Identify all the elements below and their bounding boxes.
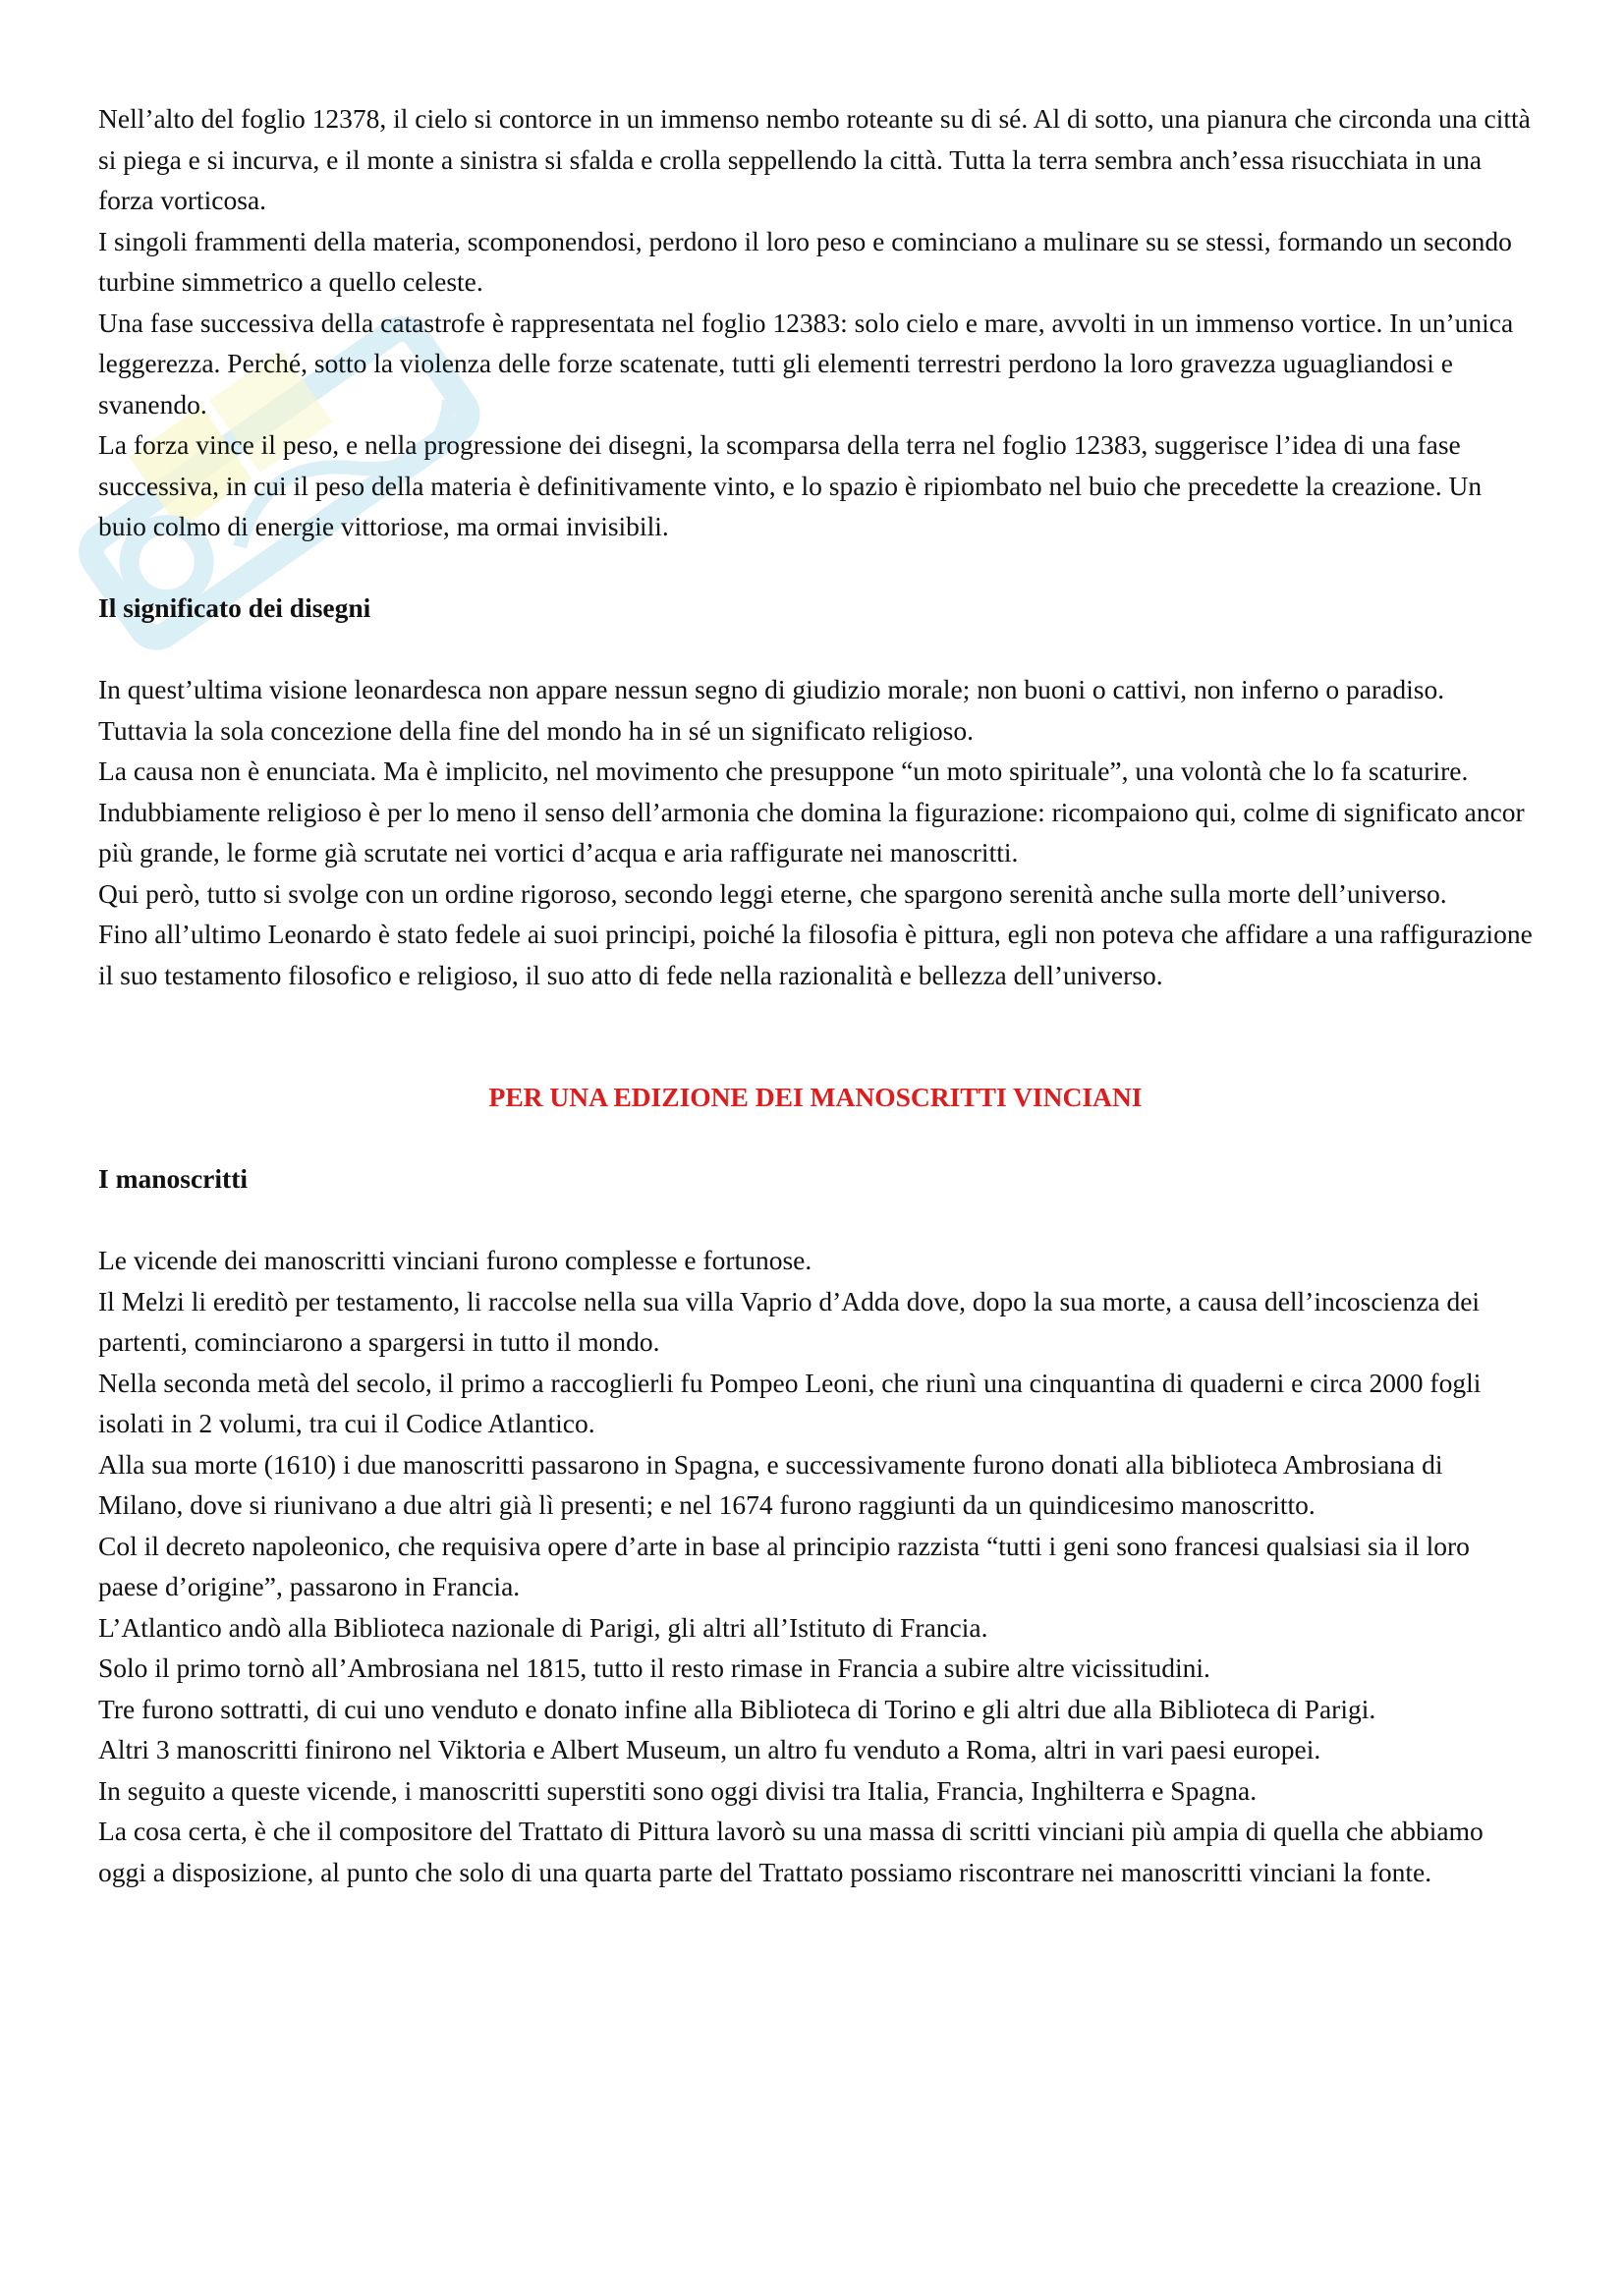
paragraph: Tuttavia la sola concezione della fine del mondo ha in sé un significato religioso. <box>98 714 974 746</box>
paragraph: Altri 3 manoscritti finirono nel Viktoria e Albert Museum, un altro fu venduto a Roma, altri in vari paesi europei. <box>98 1734 1321 1764</box>
significato-section <box>98 669 1533 995</box>
paragraph: L’Atlantico andò alla Biblioteca nazionale di Parigi, gli altri all’Istituto di Francia. <box>98 1611 988 1643</box>
paragraph: Fino all’ultimo Leonardo è stato fedele ai suoi principi, poiché la filosofia è pittura, egli non poteva che affidare a una raffigurazione il suo testamento filosofico e religioso, il suo atto di fede nella razionalità e bellezza dell’universo. <box>98 919 1533 990</box>
section-title: PER UNA EDIZIONE DEI MANOSCRITTI VINCIANI <box>488 1082 1143 1112</box>
paragraph: Nella seconda metà del secolo, il primo a raccoglierli fu Pompeo Leoni, che riunì una cinquantina di quaderni e circa 2000 fogli isolati in 2 volumi, tra cui il Codice Atlantico. <box>98 1367 1482 1438</box>
paragraph: I singoli frammenti della materia, scomponendosi, perdono il loro peso e cominciano a mulinare su se stessi, formando un secondo turbine simmetrico a quello celeste. <box>98 225 1512 297</box>
paragraph: Col il decreto napoleonico, che requisiva opere d’arte in base al principio razzista “tutti i geni sono francesi qualsiasi sia il loro paese d’origine”, passarono in Francia. <box>98 1530 1470 1601</box>
manoscritti-section <box>98 1240 1533 1892</box>
paragraph: Tre furono sottratti, di cui uno venduto e donato infine alla Biblioteca di Torino e gli altri due alla Biblioteca di Parigi. <box>98 1693 1376 1724</box>
paragraph: Le vicende dei manoscritti vinciani furono complesse e fortunose. <box>98 1245 812 1275</box>
paragraph: La forza vince il peso, e nella progressione dei disegni, la scomparsa della terra nel foglio 12383, suggerisce l’idea di una fase successiva, in cui il peso della materia è definitivamente vinto, e lo spazio è ripiombato nel buio che precedette la creazione. Un buio colmo di energie vittoriose, ma ormai invisibili. <box>98 429 1483 541</box>
subheading-manoscritti: I manoscritti <box>98 1163 248 1194</box>
paragraph: Alla sua morte (1610) i due manoscritti passarono in Spagna, e successivamente furono donati alla biblioteca Ambrosiana di Milano, dove si riunivano a due altri già lì presenti; e nel 1674 furono raggiunti da un quindicesimo manoscritto. <box>98 1448 1443 1520</box>
paragraph: La causa non è enunciata. Ma è implicito, nel movimento che presuppone “un moto spirituale”, una volontà che lo fa scaturire. <box>98 756 1469 786</box>
paragraph: Nell’alto del foglio 12378, il cielo si contorce in un immenso nembo roteante su di sé. Al di sotto, una pianura che circonda una città si piega e si incurva, e il monte a sinistra si sfalda e crolla seppellendo la città. Tutta la terra sembra anch’essa risucchiata in una forza vorticosa. <box>98 103 1531 215</box>
paragraph: Solo il primo tornò all’Ambrosiana nel 1815, tutto il resto rimase in Francia a subire altre vicissitudini. <box>98 1652 1210 1683</box>
subheading-significato: Il significato dei disegni <box>98 592 371 623</box>
paragraph: Una fase successiva della catastrofe è rappresentata nel foglio 12383: solo cielo e mare, avvolti in un immenso vortice. In un’unica leggerezza. Perché, sotto la violenza delle forze scatenate, tutti gli elementi terrestri perdono la loro gravezza uguagliandosi e svanendo. <box>98 307 1514 420</box>
paragraph: In quest’ultima visione leonardesca non appare nessun segno di giudizio morale; non buoni o cattivi, non inferno o paradiso. <box>98 674 1445 704</box>
paragraph: La cosa certa, è che il compositore del Trattato di Pittura lavorò su una massa di scritti vinciani più ampia di quella che abbiamo oggi a disposizione, al punto che solo di una quarta parte del Trattato possiamo riscontrare nei manoscritti vinciani la fonte. <box>98 1816 1484 1887</box>
paragraph: Qui però, tutto si svolge con un ordine rigoroso, secondo leggi eterne, che spargono serenità anche sulla morte dell’universo. <box>98 877 1447 909</box>
paragraph: In seguito a queste vicende, i manoscritti superstiti sono oggi divisi tra Italia, Francia, Inghilterra e Spagna. <box>98 1774 1258 1806</box>
document-page <box>98 98 1533 1892</box>
paragraph: Il Melzi li ereditò per testamento, li raccolse nella sua villa Vaprio d’Adda dove, dopo la sua morte, a causa dell’incoscienza dei partenti, cominciarono a spargersi in tutto il mondo. <box>98 1285 1481 1357</box>
intro-section <box>98 98 1533 547</box>
paragraph: Indubbiamente religioso è per lo meno il senso dell’armonia che domina la figurazione: ricompaiono qui, colme di significato ancor più grande, le forme già scrutate nei vortici d’acqua e aria raffigurate nei manoscritti. <box>98 796 1525 868</box>
